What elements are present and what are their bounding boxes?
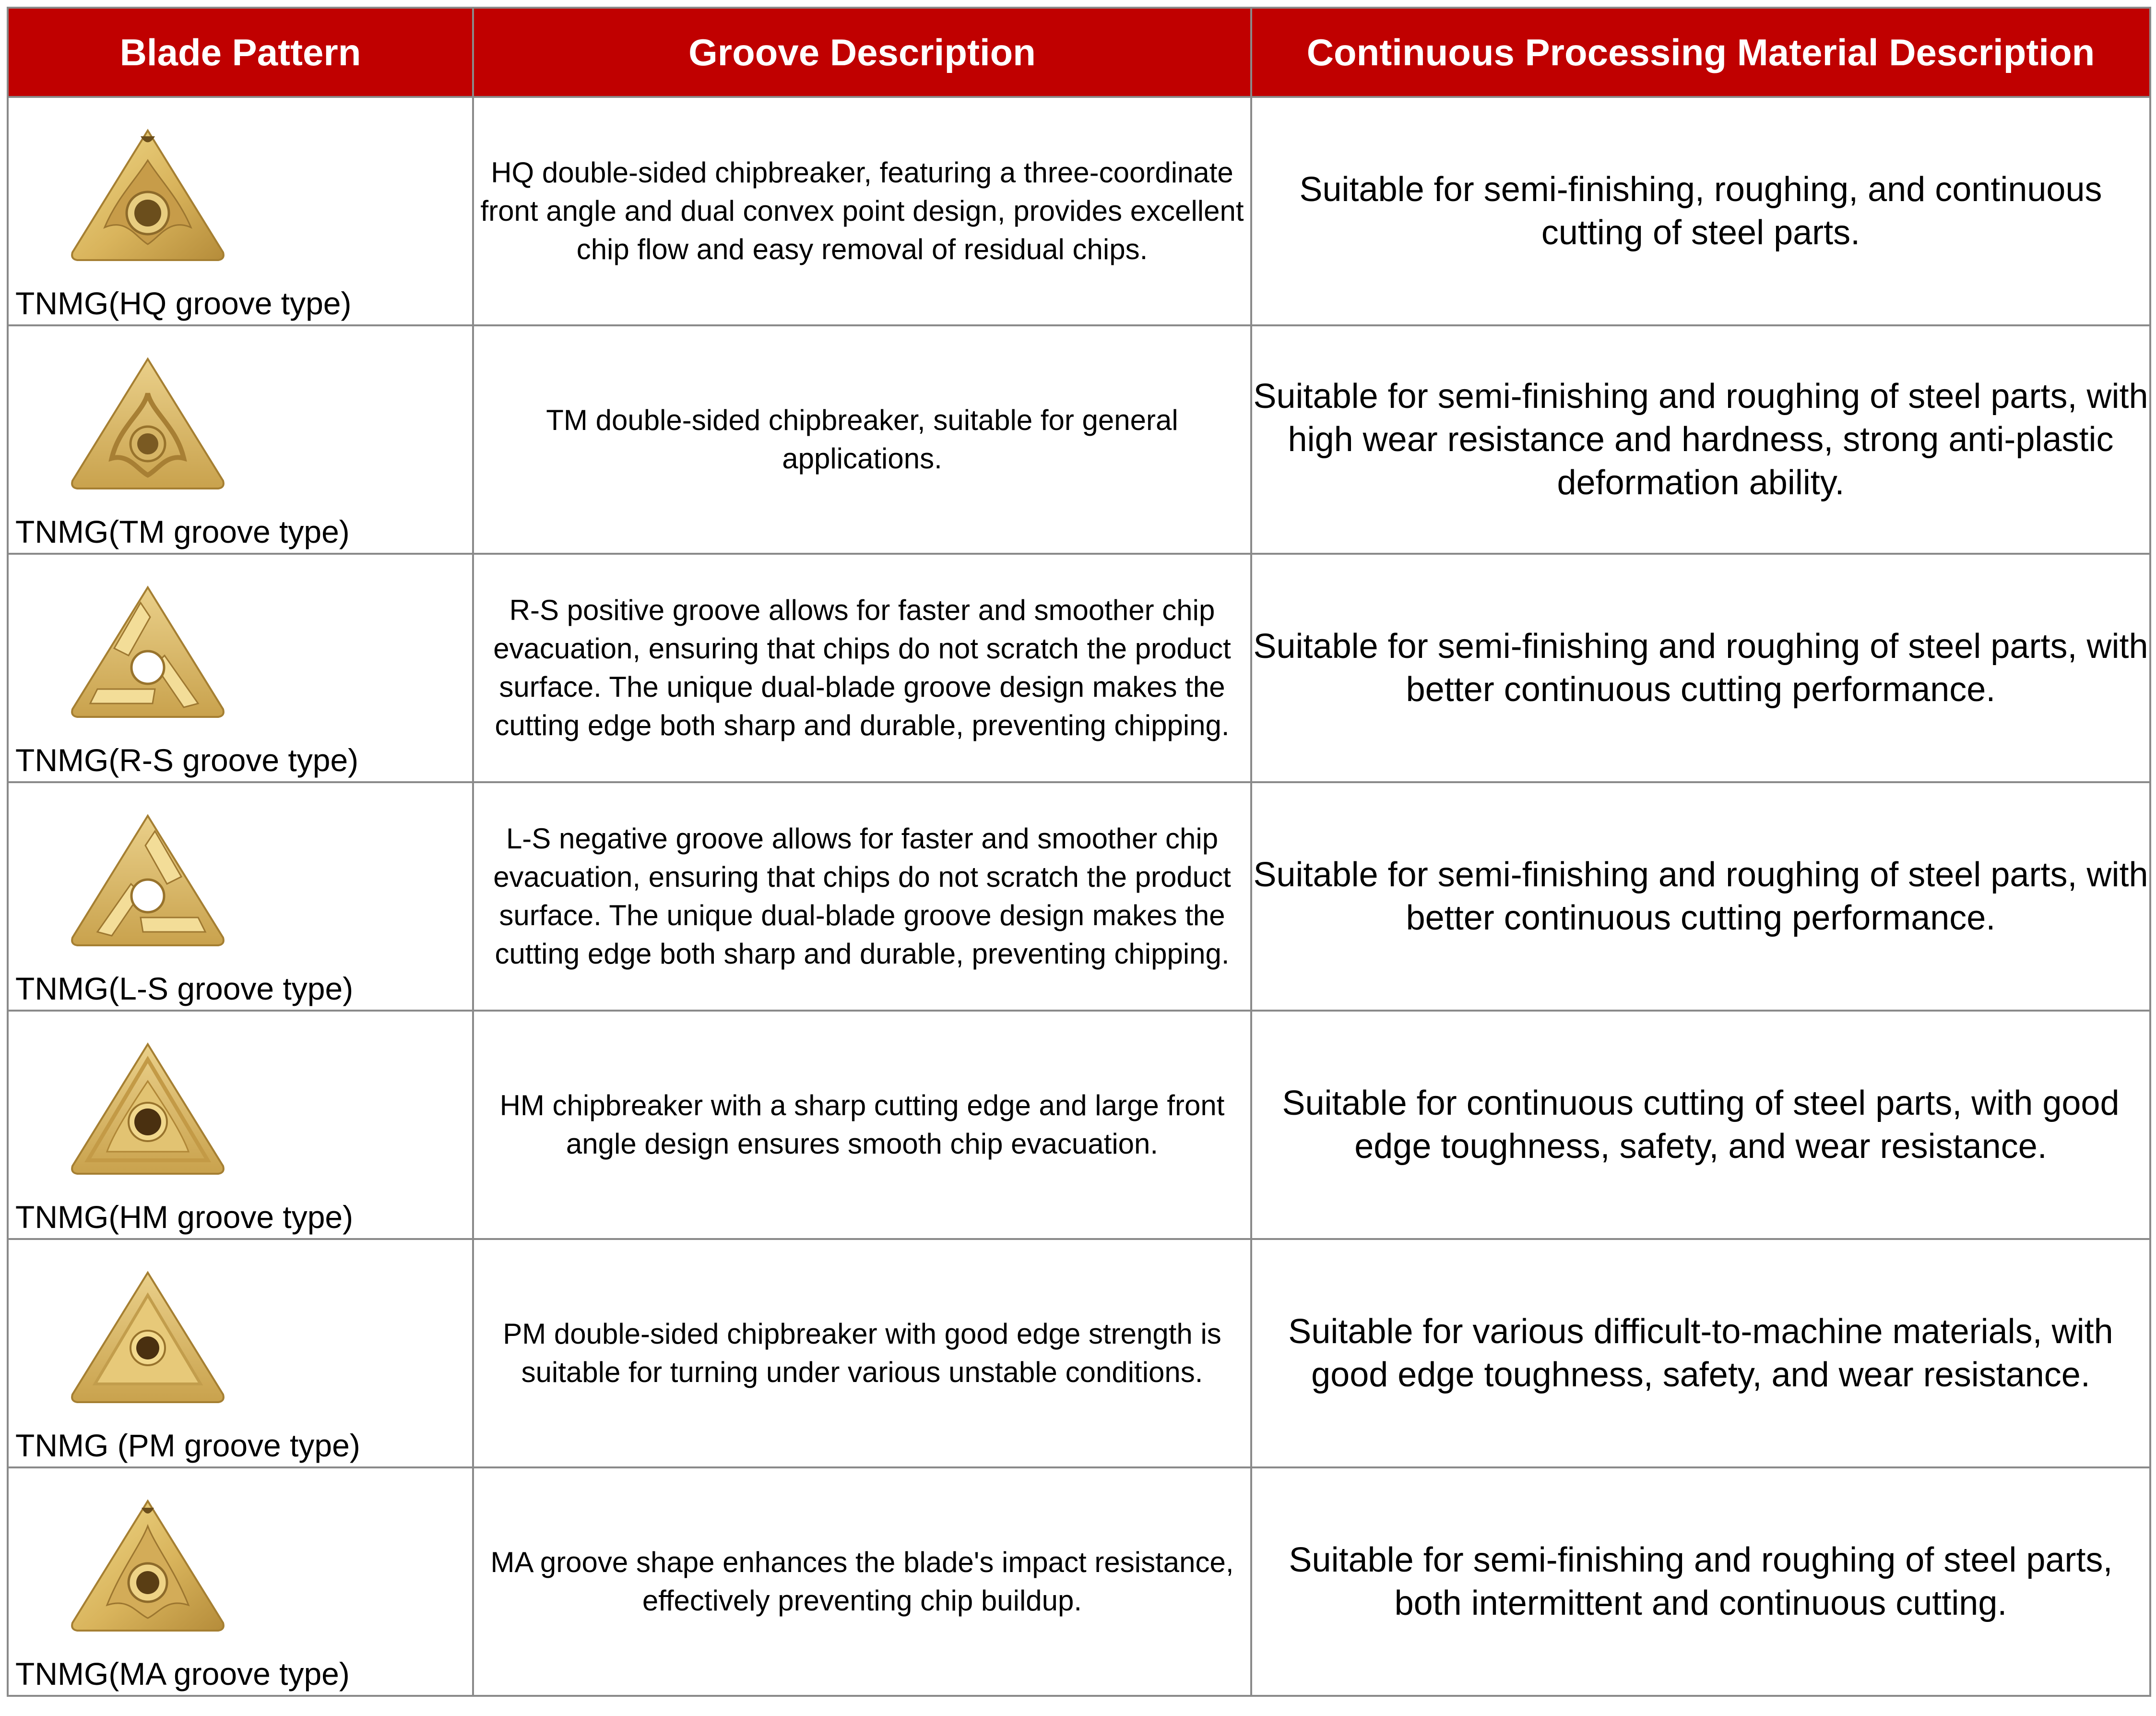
blade-pattern-cell — [8, 554, 473, 782]
material-description-cell: Suitable for semi-finishing and roughing of steel parts, with better continuous cutting performance. — [1251, 782, 2150, 1011]
material-description-cell: Suitable for continuous cutting of steel parts, with good edge toughness, safety, and wear resistance. — [1251, 1011, 2150, 1239]
rs-insert-icon — [69, 584, 227, 723]
pm-insert-icon — [69, 1269, 227, 1408]
table-row — [8, 1239, 2150, 1467]
material-description-cell: Suitable for semi-finishing and roughing of steel parts, both intermittent and continuous cutting. — [1251, 1467, 2150, 1696]
material-description-cell: Suitable for semi-finishing and roughing of steel parts, with high wear resistance and hardness, strong anti-plastic deformation ability. — [1251, 325, 2150, 554]
blade-pattern-label: TNMG(MA groove type) — [15, 1656, 350, 1692]
table-row — [8, 325, 2150, 554]
header-groove-description: Groove Description — [473, 8, 1251, 97]
ma-insert-icon — [69, 1497, 227, 1636]
table-row — [8, 1011, 2150, 1239]
groove-description-cell: HQ double-sided chipbreaker, featuring a three-coordinate front angle and dual convex point design, provides excellent chip flow and easy removal of residual chips. — [473, 97, 1251, 325]
header-blade-pattern: Blade Pattern — [8, 8, 473, 97]
table-row — [8, 554, 2150, 782]
blade-pattern-cell — [8, 1467, 473, 1696]
blade-pattern-cell — [8, 782, 473, 1011]
table-row — [8, 97, 2150, 325]
groove-description-cell: R-S positive groove allows for faster and smoother chip evacuation, ensuring that chips do not scratch the product surface. The unique dual-blade groove design makes the cutting edge both sharp and durable, preventing chipping. — [473, 554, 1251, 782]
material-description-cell: Suitable for semi-finishing, roughing, and continuous cutting of steel parts. — [1251, 97, 2150, 325]
blade-pattern-label: TNMG(HM groove type) — [15, 1199, 354, 1235]
blade-pattern-label: TNMG(TM groove type) — [15, 514, 350, 549]
header-row — [8, 8, 2150, 97]
groove-description-cell: TM double-sided chipbreaker, suitable for general applications. — [473, 325, 1251, 554]
table-row — [8, 1467, 2150, 1696]
groove-description-cell: HM chipbreaker with a sharp cutting edge and large front angle design ensures smooth chip evacuation. — [473, 1011, 1251, 1239]
groove-description-cell: MA groove shape enhances the blade's impact resistance, effectively preventing chip buildup. — [473, 1467, 1251, 1696]
material-description-cell: Suitable for various difficult-to-machine materials, with good edge toughness, safety, and wear resistance. — [1251, 1239, 2150, 1467]
table-row — [8, 782, 2150, 1011]
blade-pattern-cell — [8, 325, 473, 554]
blade-pattern-cell — [8, 1011, 473, 1239]
groove-description-cell: PM double-sided chipbreaker with good edge strength is suitable for turning under various unstable conditions. — [473, 1239, 1251, 1467]
tm-insert-icon — [69, 355, 227, 494]
hm-insert-icon — [69, 1040, 227, 1180]
ls-insert-icon — [69, 812, 227, 951]
insert-spec-table — [7, 7, 2151, 1697]
blade-pattern-cell — [8, 1239, 473, 1467]
blade-pattern-cell — [8, 97, 473, 325]
header-material-description: Continuous Processing Material Description — [1251, 8, 2150, 97]
material-description-cell: Suitable for semi-finishing and roughing of steel parts, with better continuous cutting performance. — [1251, 554, 2150, 782]
blade-pattern-label: TNMG(HQ groove type) — [15, 286, 352, 321]
blade-pattern-label: TNMG(R-S groove type) — [15, 742, 359, 778]
groove-description-cell: L-S negative groove allows for faster and smoother chip evacuation, ensuring that chips do not scratch the product surface. The unique dual-blade groove design makes the cutting edge both sharp and durable, preventing chipping. — [473, 782, 1251, 1011]
blade-pattern-label: TNMG(L-S groove type) — [15, 971, 354, 1006]
blade-pattern-label: TNMG (PM groove type) — [15, 1428, 360, 1463]
hq-insert-icon — [69, 127, 227, 266]
